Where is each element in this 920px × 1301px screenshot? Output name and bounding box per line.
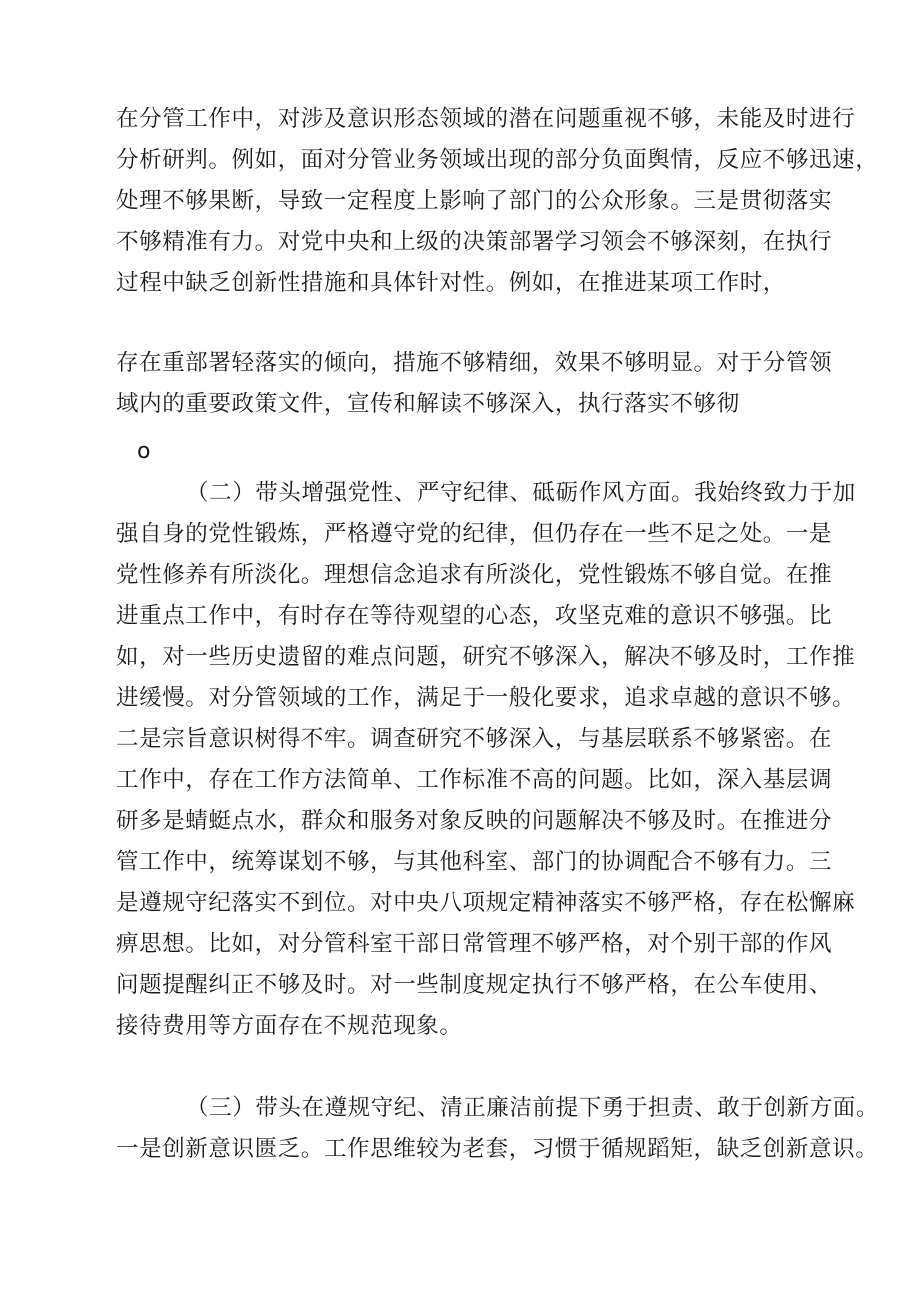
text-line: 进缓慢。对分管领域的工作，满足于一般化要求，追求卓越的意识不够。 xyxy=(116,685,856,711)
text-line: 接待费用等方面存在不规范现象。 xyxy=(116,1013,463,1039)
section-heading-line: （三）带头在遵规守纪、清正廉洁前提下勇于担责、敢于创新方面。 xyxy=(186,1095,880,1121)
text-line: 进重点工作中，有时存在等待观望的心态，攻坚克难的意识不够强。比 xyxy=(116,603,833,629)
stray-mark: o xyxy=(137,439,151,464)
text-line: 管工作中，统筹谋划不够，与其他科室、部门的协调配合不够有力。三 xyxy=(116,849,833,875)
section-heading-line: （二）带头增强党性、严守纪律、砥砺作风方面。我始终致力于加 xyxy=(186,480,856,506)
text-line: 是遵规守纪落实不到位。对中央八项规定精神落实不够严格，存在松懈麻 xyxy=(116,890,856,916)
text-line: 痹思想。比如，对分管科室干部日常管理不够严格，对个别干部的作风 xyxy=(116,931,833,957)
text-line: 过程中缺乏创新性措施和具体针对性。例如，在推进某项工作时， xyxy=(116,270,786,296)
text-line: 工作中，存在工作方法简单、工作标准不高的问题。比如，深入基层调 xyxy=(116,767,833,793)
text-line: 如，对一些历史遗留的难点问题，研究不够深入，解决不够及时，工作推 xyxy=(116,644,856,670)
text-line: 域内的重要政策文件，宣传和解读不够深入，执行落实不够彻 xyxy=(116,391,740,417)
text-line: 处理不够果断，导致一定程度上影响了部门的公众形象。三是贯彻落实 xyxy=(116,188,833,214)
text-line: 问题提醒纠正不够及时。对一些制度规定执行不够严格，在公车使用、 xyxy=(116,972,833,998)
text-line: 党性修养有所淡化。理想信念追求有所淡化，党性锻炼不够自觉。在推 xyxy=(116,562,833,588)
text-line: 存在重部署轻落实的倾向，措施不够精细，效果不够明显。对于分管领 xyxy=(116,350,833,376)
text-line: 一是创新意识匮乏。工作思维较为老套，习惯于循规蹈矩，缺乏创新意识。 xyxy=(116,1136,879,1162)
text-line: 二是宗旨意识树得不牢。调查研究不够深入，与基层联系不够紧密。在 xyxy=(116,726,833,752)
text-line: 研多是蜻蜓点水，群众和服务对象反映的问题解决不够及时。在推进分 xyxy=(116,808,833,834)
text-line: 不够精准有力。对党中央和上级的决策部署学习领会不够深刻，在执行 xyxy=(116,229,833,255)
text-line: 分析研判。例如，面对分管业务领域出现的部分负面舆情，反应不够迅速， xyxy=(116,147,879,173)
text-line: 强自身的党性锻炼，严格遵守党的纪律，但仍存在一些不足之处。一是 xyxy=(116,521,833,547)
text-line: 在分管工作中，对涉及意识形态领域的潜在问题重视不够，未能及时进行 xyxy=(116,106,856,132)
